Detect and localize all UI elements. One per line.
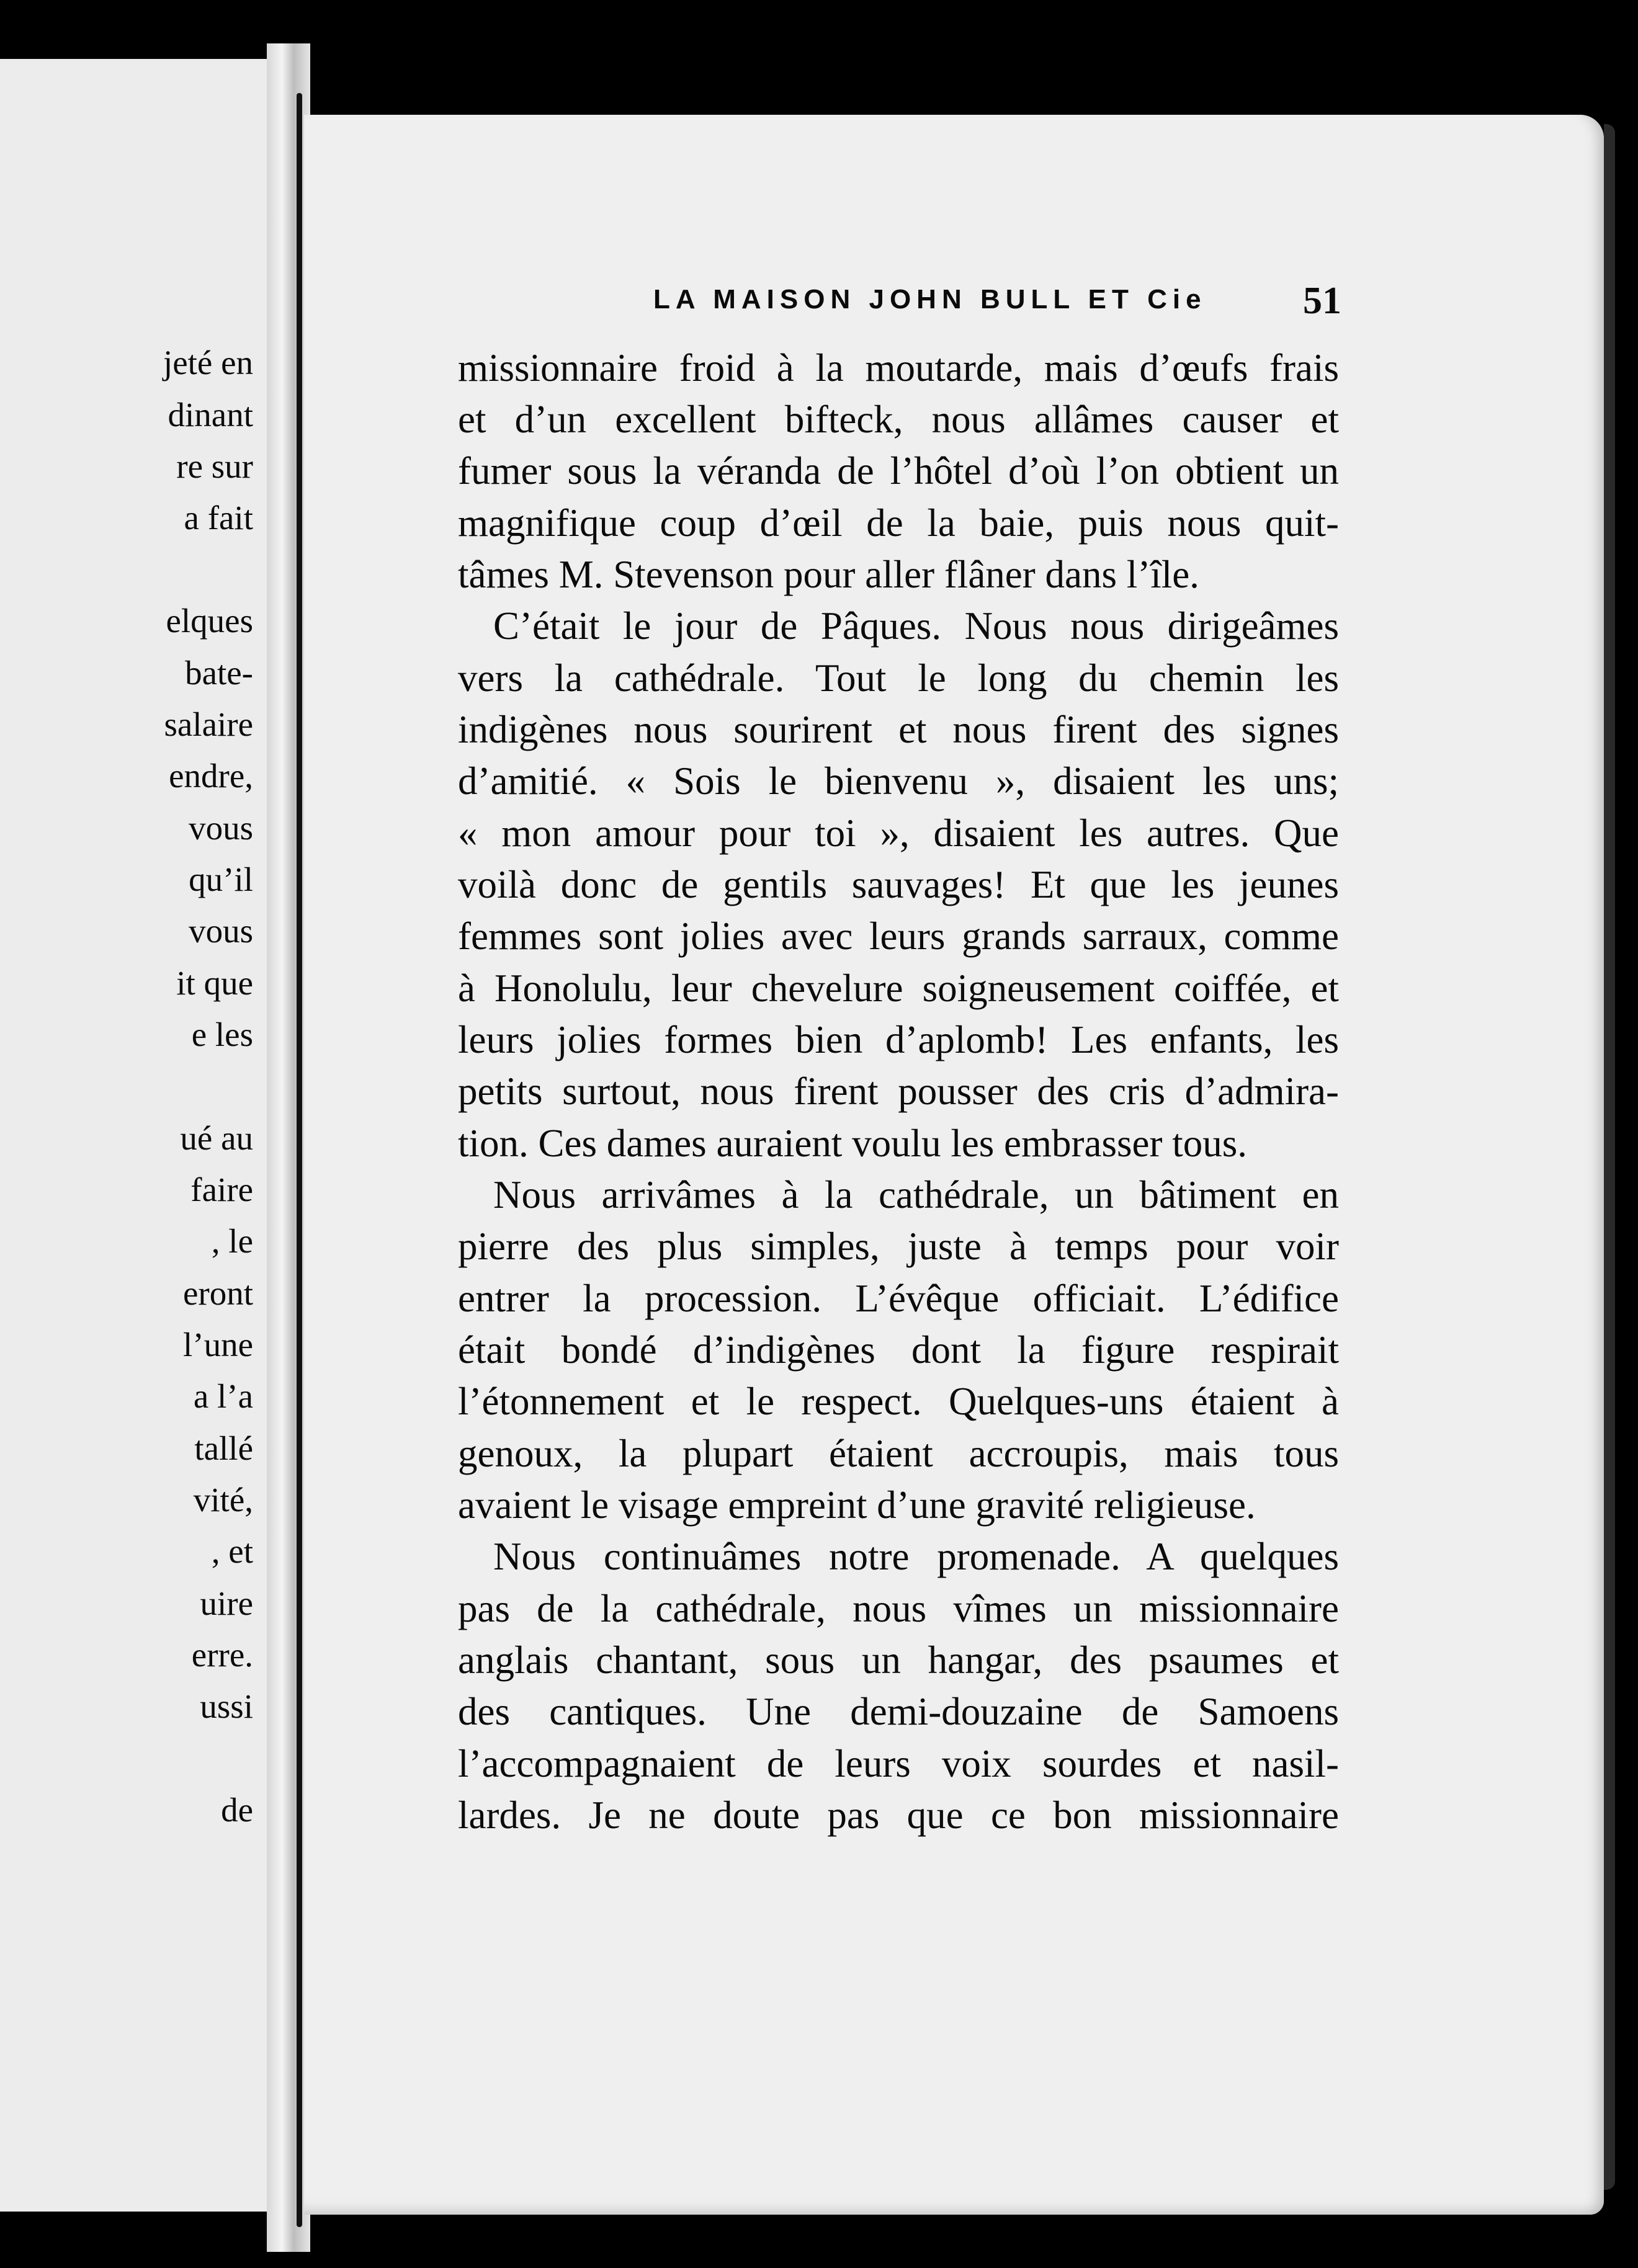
text-line: pas de la cathédrale, nous vîmes un missionnaire	[458, 1587, 1339, 1630]
left-fragment: re sur	[176, 447, 253, 485]
left-fragment: faire	[190, 1171, 253, 1208]
left-fragment: , le	[211, 1222, 253, 1260]
left-fragment: tallé	[194, 1429, 253, 1467]
left-fragment: elques	[166, 602, 253, 640]
text-line: tâmes M. Stevenson pour aller flâner dans l’île.	[458, 553, 1199, 596]
text-line: missionnaire froid à la moutarde, mais d’œufs frais	[458, 346, 1339, 390]
left-fragment: a fait	[184, 499, 253, 537]
left-fragment: uire	[200, 1584, 253, 1622]
text-line: petits surtout, nous firent pousser des cris d’admira-	[458, 1069, 1339, 1113]
left-fragment: a l’a	[193, 1377, 253, 1415]
text-line: des cantiques. Une demi-douzaine de Samoens	[458, 1690, 1339, 1733]
left-fragment: ussi	[200, 1687, 253, 1725]
text-line: vers la cathédrale. Tout le long du chemin les	[458, 656, 1339, 700]
text-line: indigènes nous sourirent et nous firent des signes	[458, 708, 1339, 751]
running-head: LA MAISON JOHN BULL ET Cie	[653, 284, 1207, 315]
binding-shadow-line	[297, 93, 302, 2227]
text-line: à Honolulu, leur chevelure soigneusement coiffée, et	[458, 967, 1339, 1010]
text-line: genoux, la plupart étaient accroupis, mais tous	[458, 1432, 1339, 1475]
text-line: anglais chantant, sous un hangar, des psaumes et	[458, 1638, 1339, 1682]
text-line: tion. Ces dames auraient voulu les embrasser tous.	[458, 1122, 1247, 1165]
left-fragment: bate-	[185, 654, 253, 692]
text-line: l’accompagnaient de leurs voix sourdes et nasil-	[458, 1742, 1339, 1785]
left-fragment: salaire	[164, 705, 253, 743]
left-fragment: it que	[176, 964, 253, 1002]
text-line: magnifique coup d’œil de la baie, puis nous quit-	[458, 501, 1339, 545]
paragraph-first-line: C’était le jour de Pâques. Nous nous dirigeâmes	[493, 604, 1339, 648]
left-fragment: jeté en	[163, 344, 253, 382]
left-fragment: vité,	[193, 1481, 253, 1519]
paragraph-first-line: Nous arrivâmes à la cathédrale, un bâtiment en	[493, 1173, 1339, 1217]
left-fragment: erre.	[191, 1636, 253, 1674]
left-fragment: qu’il	[189, 860, 253, 898]
left-fragment: ué au	[180, 1119, 253, 1157]
text-line: d’amitié. « Sois le bienvenu », disaient les uns;	[458, 759, 1339, 803]
left-fragment: vous	[189, 809, 253, 847]
text-line: avaient le visage empreint d’une gravité religieuse.	[458, 1483, 1256, 1527]
text-line: entrer la procession. L’évêque officiait. L’édifice	[458, 1277, 1339, 1320]
left-fragment: de	[221, 1791, 253, 1829]
left-fragment: , et	[211, 1532, 253, 1570]
text-line: et d’un excellent bifteck, nous allâmes causer et	[458, 398, 1339, 441]
text-line: « mon amour pour toi », disaient les autres. Que	[458, 811, 1339, 855]
text-line: l’étonnement et le respect. Quelques-uns étaient à	[458, 1380, 1339, 1423]
text-line: lardes. Je ne doute pas que ce bon missionnaire	[458, 1793, 1339, 1837]
left-fragment: l’une	[182, 1326, 253, 1364]
text-line: voilà donc de gentils sauvages! Et que les jeunes	[458, 863, 1339, 906]
left-page-fragment	[0, 59, 292, 2212]
page-edge	[1604, 124, 1615, 2190]
paragraph-first-line: Nous continuâmes notre promenade. A quelques	[493, 1535, 1339, 1578]
text-line: leurs jolies formes bien d’aplomb! Les enfants, les	[458, 1018, 1339, 1061]
left-fragment: e les	[191, 1016, 253, 1053]
text-line: pierre des plus simples, juste à temps pour voir	[458, 1225, 1339, 1268]
left-fragment: endre,	[169, 757, 253, 795]
left-fragment: dinant	[168, 396, 253, 434]
text-line: femmes sont jolies avec leurs grands sarraux, comme	[458, 914, 1339, 958]
left-fragment: vous	[189, 912, 253, 950]
text-line: était bondé d’indigènes dont la figure respirait	[458, 1328, 1339, 1372]
text-line: fumer sous la véranda de l’hôtel d’où l’on obtient un	[458, 449, 1339, 493]
left-fragment: eront	[182, 1274, 253, 1312]
page-number: 51	[1303, 280, 1341, 322]
